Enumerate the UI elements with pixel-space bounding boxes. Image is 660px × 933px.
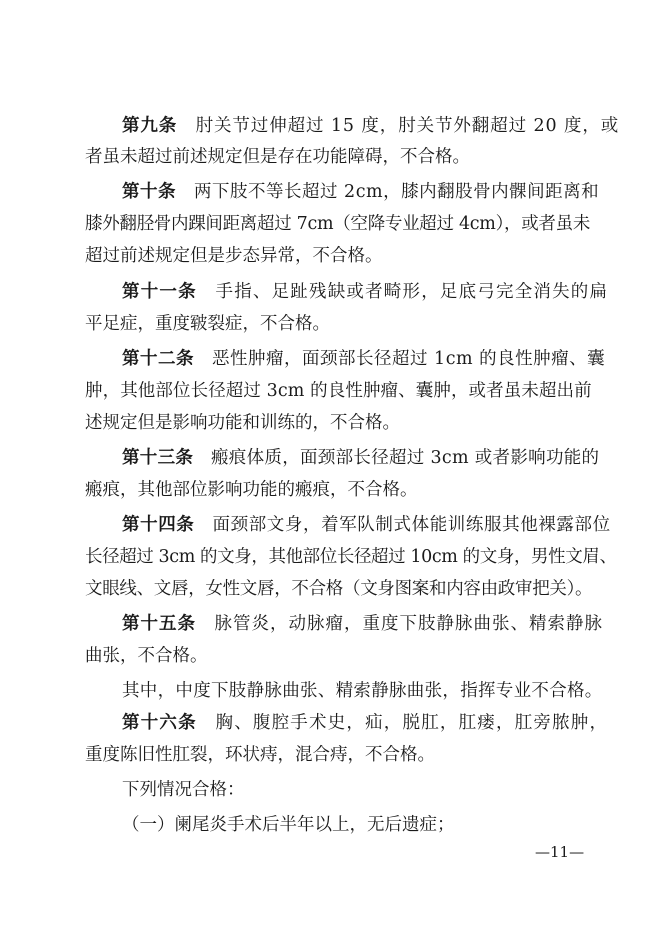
text-line — [85, 145, 585, 169]
line-text: 重度陈旧性肛裂，环状痔，混合痔，不合格。 — [85, 745, 435, 765]
text-line — [122, 679, 622, 703]
line-text: 文眼线、文唇，女性文唇，不合格（文身图案和内容由政审把关）。 — [85, 579, 593, 599]
line-text: 瘢痕，其他部位影响功能的瘢痕，不合格。 — [85, 480, 418, 500]
line-text: 超过前述规定但是步态异常，不合格。 — [85, 246, 383, 266]
line-text: （一）阑尾炎手术后半年以上，无后遗症； — [122, 815, 455, 835]
text-line — [85, 212, 591, 236]
text-line — [122, 180, 622, 204]
text-line — [85, 743, 585, 767]
line-text: 面颈部文身，着军队制式体能训练服其他裸露部位 — [194, 515, 611, 535]
line-text: 两下肢不等长超过 2cm，膝内翻股骨内髁间距离和 — [176, 182, 600, 202]
article-heading: 第十五条 — [122, 614, 196, 634]
line-text: 手指、足趾残缺或者畸形，足底弓完全消失的扁 — [196, 282, 609, 302]
line-text: 膝外翻胫骨内踝间距离超过 7cm（空降专业超过 4cm），或者虽未 — [85, 214, 591, 234]
line-text: 瘢痕体质，面颈部长径超过 3cm 或者影响功能的 — [193, 448, 600, 468]
line-text: 曲张，不合格。 — [85, 646, 208, 666]
line-text: 其中，中度下肢静脉曲张、精索静脉曲张，指挥专业不合格。 — [122, 681, 603, 701]
line-text: 恶性肿瘤，面颈部长径超过 1cm 的良性肿瘤、囊 — [194, 349, 606, 369]
text-line — [122, 813, 622, 837]
line-text: 胸、腹腔手术史，疝，脱肛，肛瘘，肛旁脓肿， — [196, 713, 609, 733]
article-heading: 第十二条 — [122, 349, 194, 369]
line-text: 脉管炎，动脉瘤，重度下肢静脉曲张、精索静脉 — [196, 614, 603, 634]
article-heading: 第十六条 — [122, 713, 197, 733]
text-line — [85, 577, 593, 601]
text-line — [122, 446, 622, 470]
text-line — [85, 379, 592, 403]
page-number: —11— — [535, 843, 585, 861]
text-line — [122, 612, 622, 636]
text-line — [85, 478, 585, 502]
line-text: 者虽未超过前述规定但是存在功能障碍，不合格。 — [85, 147, 470, 167]
text-line — [85, 312, 585, 336]
text-line — [122, 347, 622, 371]
text-line — [122, 711, 622, 735]
article-heading: 第十四条 — [122, 515, 195, 535]
text-line — [85, 644, 585, 668]
text-line — [122, 778, 622, 802]
article-heading: 第十三条 — [122, 448, 194, 468]
text-line — [122, 114, 622, 138]
article-heading: 第十一条 — [122, 282, 197, 302]
line-text: 肘关节过伸超过 15 度，肘关节外翻超过 20 度，或 — [177, 116, 620, 136]
text-line — [85, 411, 585, 435]
line-text: 长径超过 3cm 的文身，其他部位长径超过 10cm 的文身，男性文眉、 — [85, 547, 617, 567]
article-heading: 第十条 — [122, 182, 176, 202]
line-text: 下列情况合格： — [122, 780, 245, 800]
line-text: 述规定但是影响功能和训练的，不合格。 — [85, 413, 400, 433]
text-line — [85, 244, 585, 268]
article-heading: 第九条 — [122, 116, 178, 136]
line-text: 平足症，重度皲裂症，不合格。 — [85, 314, 330, 334]
text-line — [122, 513, 622, 537]
line-text: 肿，其他部位长径超过 3cm 的良性肿瘤、囊肿，或者虽未超出前 — [85, 381, 592, 401]
text-line — [122, 280, 622, 304]
text-line — [85, 545, 617, 569]
